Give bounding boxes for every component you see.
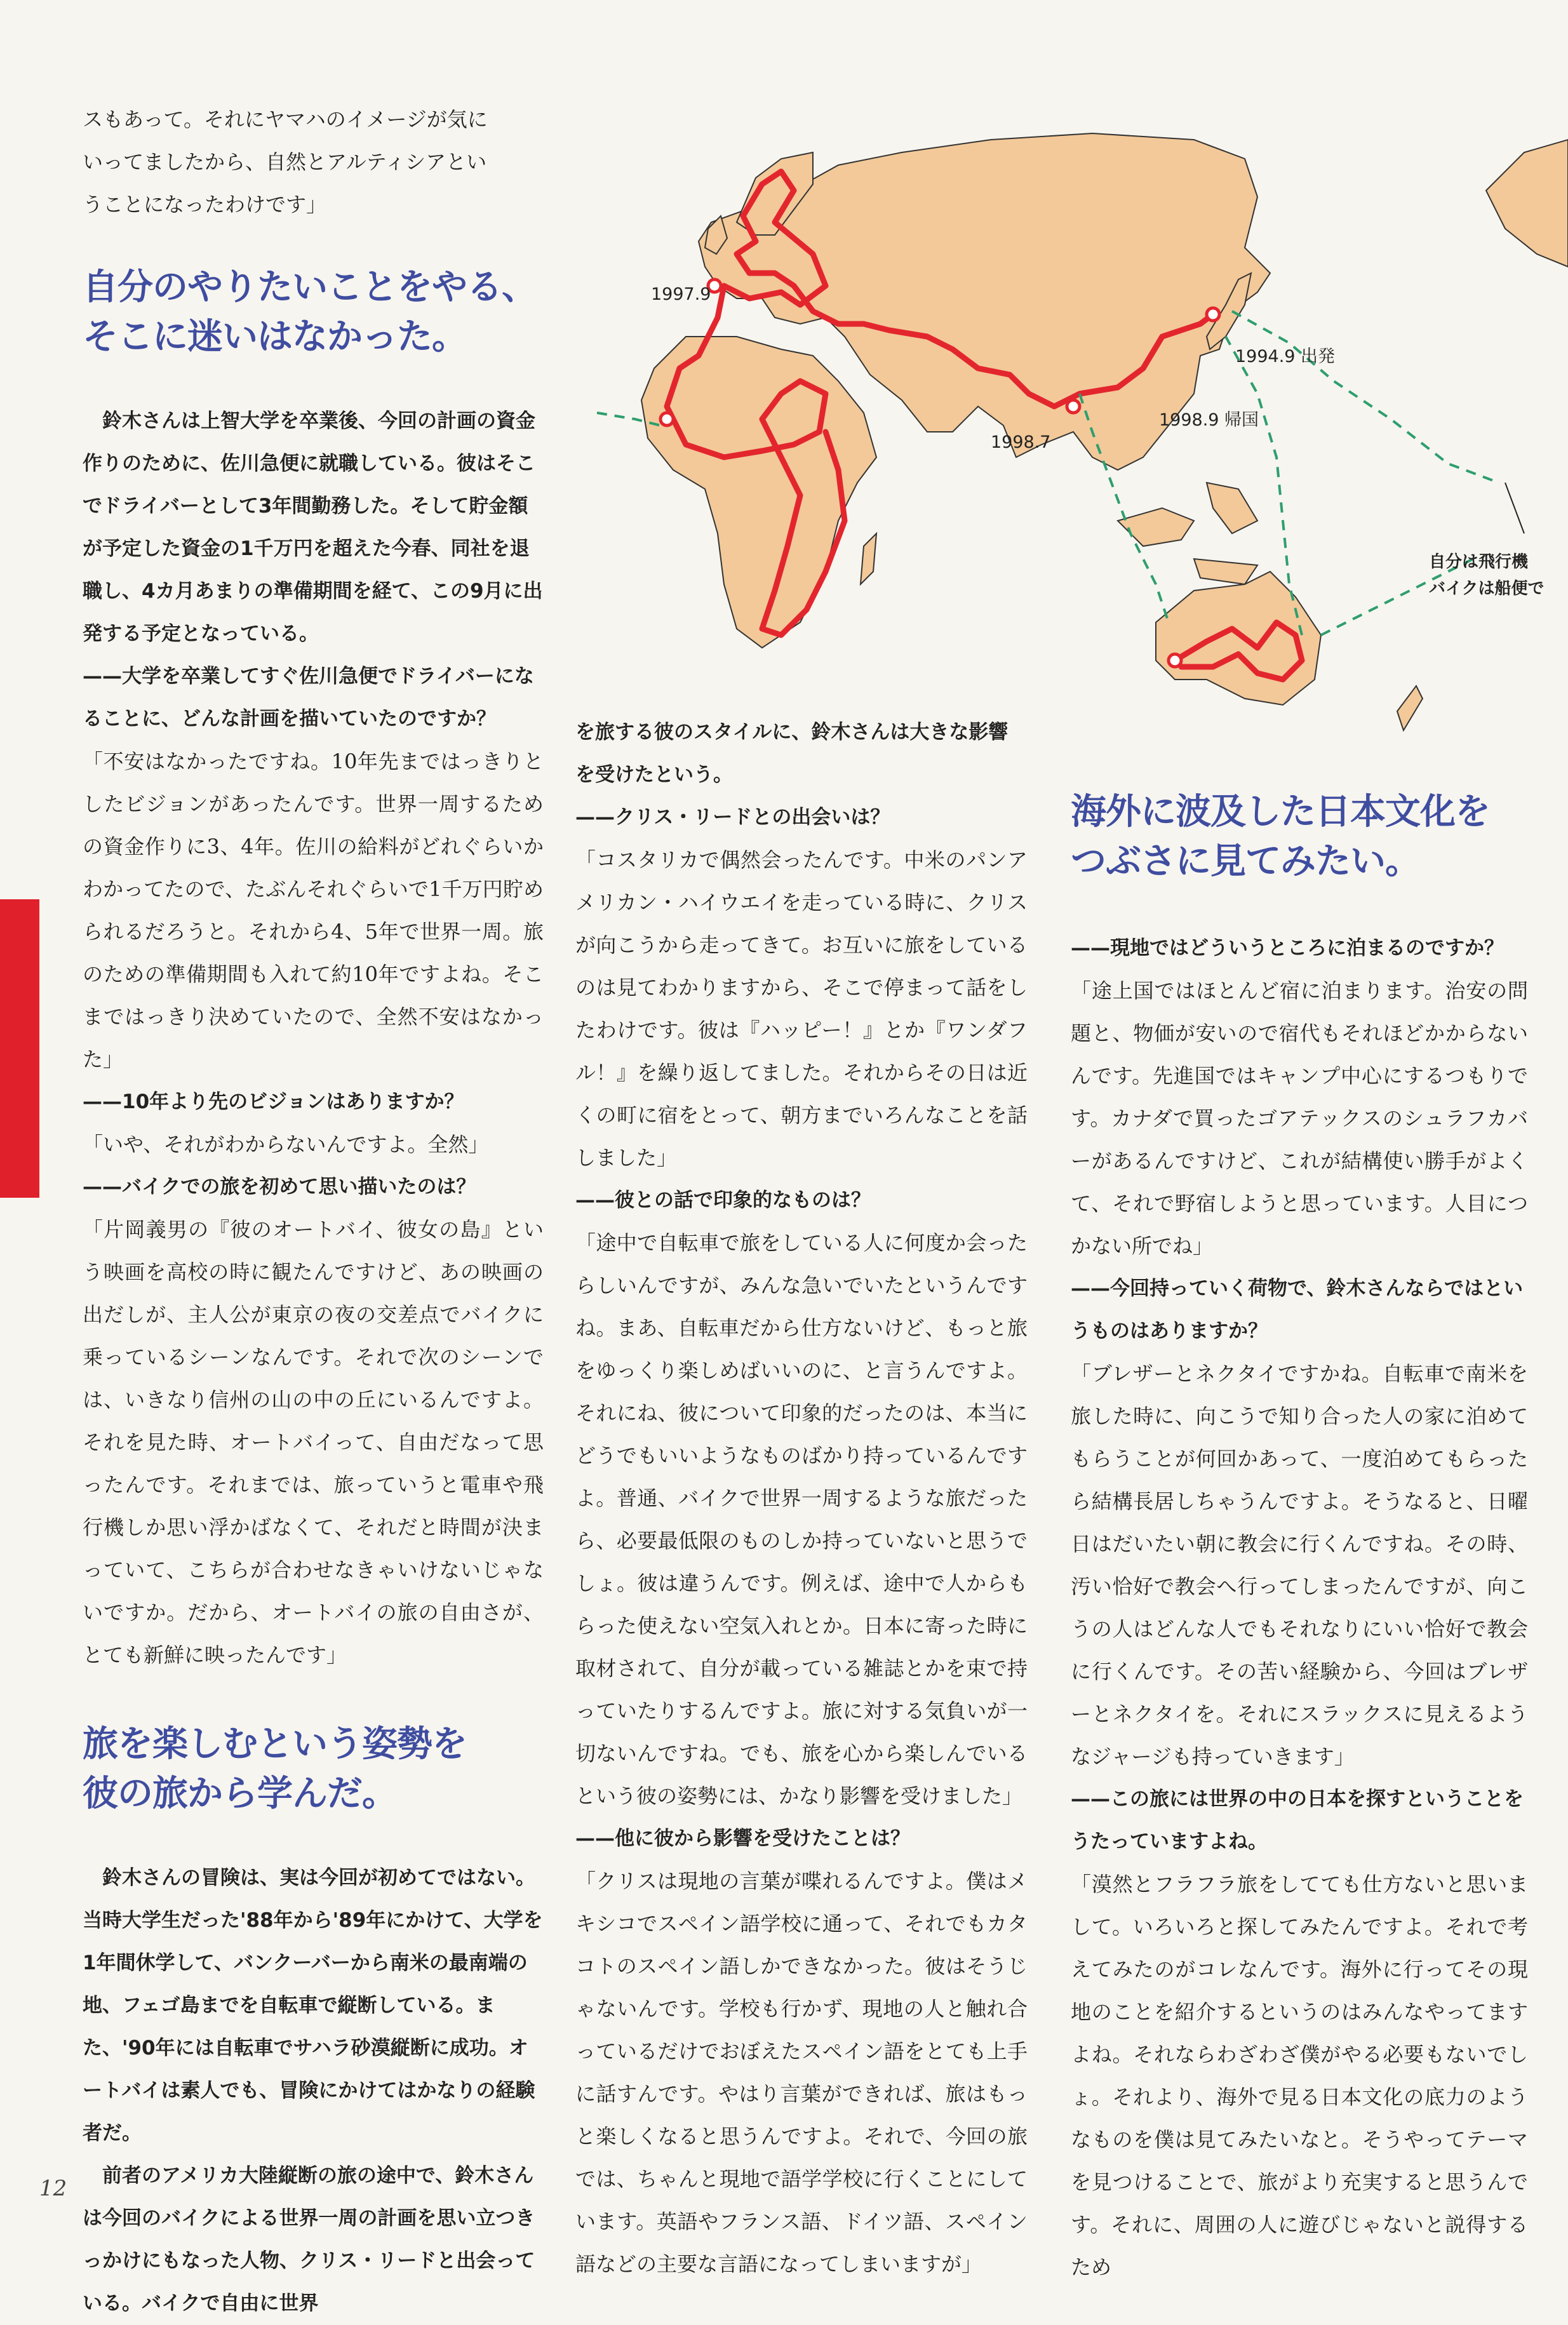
marker-australia	[1169, 654, 1181, 667]
marker-africa-west	[660, 413, 673, 425]
interview-question: ——この旅には世界の中の日本を探すということをうたっていますよね。	[1071, 1788, 1524, 1853]
heading-1: 自分のやりたいことをやる、	[83, 267, 537, 308]
interview-question: ——10年より先のビジョンはありますか？	[83, 1090, 464, 1113]
map-label-1997: 1997.9	[651, 285, 711, 304]
heading-3: 海外に波及した日本文化を	[1071, 791, 1490, 833]
interview-question: ——バイクでの旅を初めて思い描いたのは？	[83, 1176, 476, 1198]
madagascar-landmass	[861, 533, 876, 584]
interview-question: ——大学を卒業してすぐ佐川急便でドライバーになることに、どんな計画を描いていたのですか？	[83, 665, 534, 730]
intro-line: いってましたから、自然とアルティシアとい	[83, 150, 487, 174]
interview-answer: 「不安はなかったですね。10年先まではっきりとしたビジョンがあったんです。世界一周するための資金作りに3、4年。佐川の給料がどれぐらいかわかってたので、たぶんそれぐらいで1千万円貯められるだろうと。それから4、5年で世界一周。旅のための準備期間も入れて約10年ですよね。そこまではっきり決めていたので、全然不安はなかった」	[83, 749, 544, 1071]
heading-3: つぶさに見てみたい。	[1071, 841, 1420, 882]
middle-column	[575, 711, 1028, 2286]
north-america-fragment	[1486, 140, 1568, 267]
interview-question: ——今回持っていく荷物で、鈴木さんならではというものはありますか？	[1071, 1277, 1524, 1343]
interview-answer: 「ブレザーとネクタイですかね。自転車で南米を旅した時に、向こうで知り合った人の家に泊めてもらうことが何回かあって、一度泊めてもらったら結構長居しちゃうんですよ。そうなると、日曜日はだいたい朝に教会に行くんですね。その時、汚い恰好で教会へ行ってしまったんですが、向こうの人はどんな人でもそれなりにいい恰好で教会に行くんです。その苦い経験から、今回はブレザーとネクタイを。それにスラックスに見えるようなジャージも持っていきます」	[1071, 1362, 1528, 1769]
interview-question: ——彼との話で印象的なものは？	[575, 1189, 871, 1212]
heading-2: 旅を楽しむという姿勢を	[83, 1724, 467, 1765]
heading-2: 彼の旅から学んだ。	[83, 1773, 397, 1814]
marker-india	[1067, 400, 1080, 413]
right-column	[1071, 787, 1528, 2289]
page-number: 12	[39, 2176, 67, 2201]
interview-answer: 「いや、それがわからないんですよ。全然」	[83, 1132, 489, 1156]
map-label-depart: 1994.9 出発	[1235, 347, 1336, 366]
map-note-pointer	[1505, 483, 1524, 533]
map-label-1998-7: 1998.7	[991, 432, 1051, 452]
body-paragraph: 鈴木さんは上智大学を卒業後、今回の計画の資金作りのために、佐川急便に就職している。彼はそこでドライバーとして3年間勤務した。そして貯金額が予定した資金の1千万円を超えた今春、同社を退職し、4カ月あまりの準備期間を経て、この9月に出発する予定となっている。	[83, 410, 543, 645]
interview-question: ——他に彼から影響を受けたことは？	[575, 1827, 910, 1850]
interview-answer: 「途中で自転車で旅をしている人に何度か会ったらしいんですが、みんな急いでいたというんですね。まあ、自転車だから仕方ないけど、もっと旅をゆっくり楽しめばいいのに、と言うんですよ。それにね、彼について印象的だったのは、本当にどうでもいいようなものばかり持っているんですよ。普通、バイクで世界一周するような旅だったら、必要最低限のものしか持っていないと思うでしょ。彼は違うんです。例えば、途中で人からもらった使えない空気入れとか。日本に寄った時に取材されて、自分が載っている雑誌とかを束で持っていたりするんですよ。旅に対する気負いが一切ないんですね。でも、旅を心から楽しんでいるという彼の姿勢には、かなり影響を受けました」	[575, 1231, 1028, 1808]
interview-answer: 「クリスは現地の言葉が喋れるんですよ。僕はメキシコでスペイン語学校に通って、それでもカタコトのスペイン語しかできなかった。彼はそうじゃないんです。学校も行かず、現地の人と触れ合っているだけでおぼえたスペイン語をとても上手に話すんです。やはり言葉ができれば、旅はもっと楽しくなると思うんですよ。それで、今回の旅では、ちゃんと現地で語学学校に行くことにしています。英語やフランス語、ドイツ語、スペイン語などの主要な言語になってしまいますが」	[575, 1869, 1028, 2276]
map-note-ship: バイクは船便で	[1429, 579, 1545, 598]
interview-answer: 「途上国ではほとんど宿に泊まります。治安の問題と、物価が安いので宿代もそれほどかからないんです。先進国ではキャンプ中心にするつもりです。カナダで買ったゴアテックスのシュラフカバーがあるんですけど、これが結構使い勝手がよくて、それで野宿しようと思っています。人目につかない所でね」	[1071, 979, 1528, 1258]
body-paragraph: 前者のアメリカ大陸縦断の旅の途中で、鈴木さんは今回のバイクによる世界一周の計画を思い立つきっかけにもなった人物、クリス・リードと出会っている。バイクで自由に世界	[83, 2164, 535, 2315]
interview-answer: 「コスタリカで偶然会ったんです。中米のパンアメリカン・ハイウエイを走っている時に、クリスが向こうから走ってきて。お互いに旅をしているのは見てわかりますから、そこで停まって話をしたわけです。彼は『ハッピー！』とか『ワンダフル！』を繰り返してました。それからその日は近くの町に宿をとって、朝方までいろんなことを話しました」	[575, 848, 1028, 1170]
intro-line: うことになったわけです」	[83, 192, 327, 217]
marker-japan	[1207, 308, 1219, 321]
heading-1: そこに迷いはなかった。	[83, 316, 467, 358]
body-continuation: を旅する彼のスタイルに、鈴木さんは大きな影響を受けたという。	[575, 721, 1008, 786]
intro-line: スもあって。それにヤマハのイメージが気に	[83, 107, 488, 131]
se-asia-islands	[1118, 483, 1257, 584]
map-note-airplane: 自分は飛行機	[1429, 553, 1529, 572]
interview-question: ——現地ではどういうところに泊まるのですか？	[1071, 937, 1504, 960]
body-paragraph: 鈴木さんの冒険は、実は今回が初めてではない。当時大学生だった'88年から'89年にかけて、大学を1年間休学して、バンクーバーから南米の最南端の地、フェゴ島までを自転車で縦断している。また、'90年には自転車でサハラ砂漠縦断に成功。オートバイは素人でも、冒険にかけてはかなりの経験者だ。	[83, 1866, 543, 2145]
red-accent-bar	[0, 899, 39, 1198]
map-label-return: 1998.9 帰国	[1159, 410, 1259, 430]
sea-route-japan-pacific	[1232, 311, 1499, 483]
interview-question: ——クリス・リードとの出会いは？	[575, 806, 890, 829]
left-column	[83, 98, 544, 2325]
interview-answer: 「片岡義男の『彼のオートバイ、彼女の島』という映画を高校の時に観たんですけど、あの映画の出だしが、主人公が東京の夜の交差点でバイクに乗っているシーンなんです。それで次のシーンでは、いきなり信州の山の中の丘にいるんですよ。それを見た時、オートバイって、自由だなって思ったんです。それまでは、旅っていうと電車や飛行機しか思い浮かばなくて、それだと時間が決まっていて、こちらが合わせなきゃいけないじゃないですか。だから、オートバイの旅の自由さが、とても新鮮に映ったんです」	[83, 1217, 544, 1667]
interview-answer: 「漠然とフラフラ旅をしてても仕方ないと思いまして。いろいろと探してみたんですよ。それで考えてみたのがコレなんです。海外に行ってその現地のことを紹介するというのはみんなやってますよね。それならわざわざ僕がやる必要もないでしょ。それより、海外で見る日本文化の底力のようなものを僕は見てみたいなと。そうやってテーマを見つけることで、旅がより充実すると思うんです。それに、周囲の人に遊びじゃないと説得するため	[1071, 1872, 1528, 2279]
route-map	[572, 127, 1568, 749]
new-zealand-landmass	[1397, 686, 1423, 730]
